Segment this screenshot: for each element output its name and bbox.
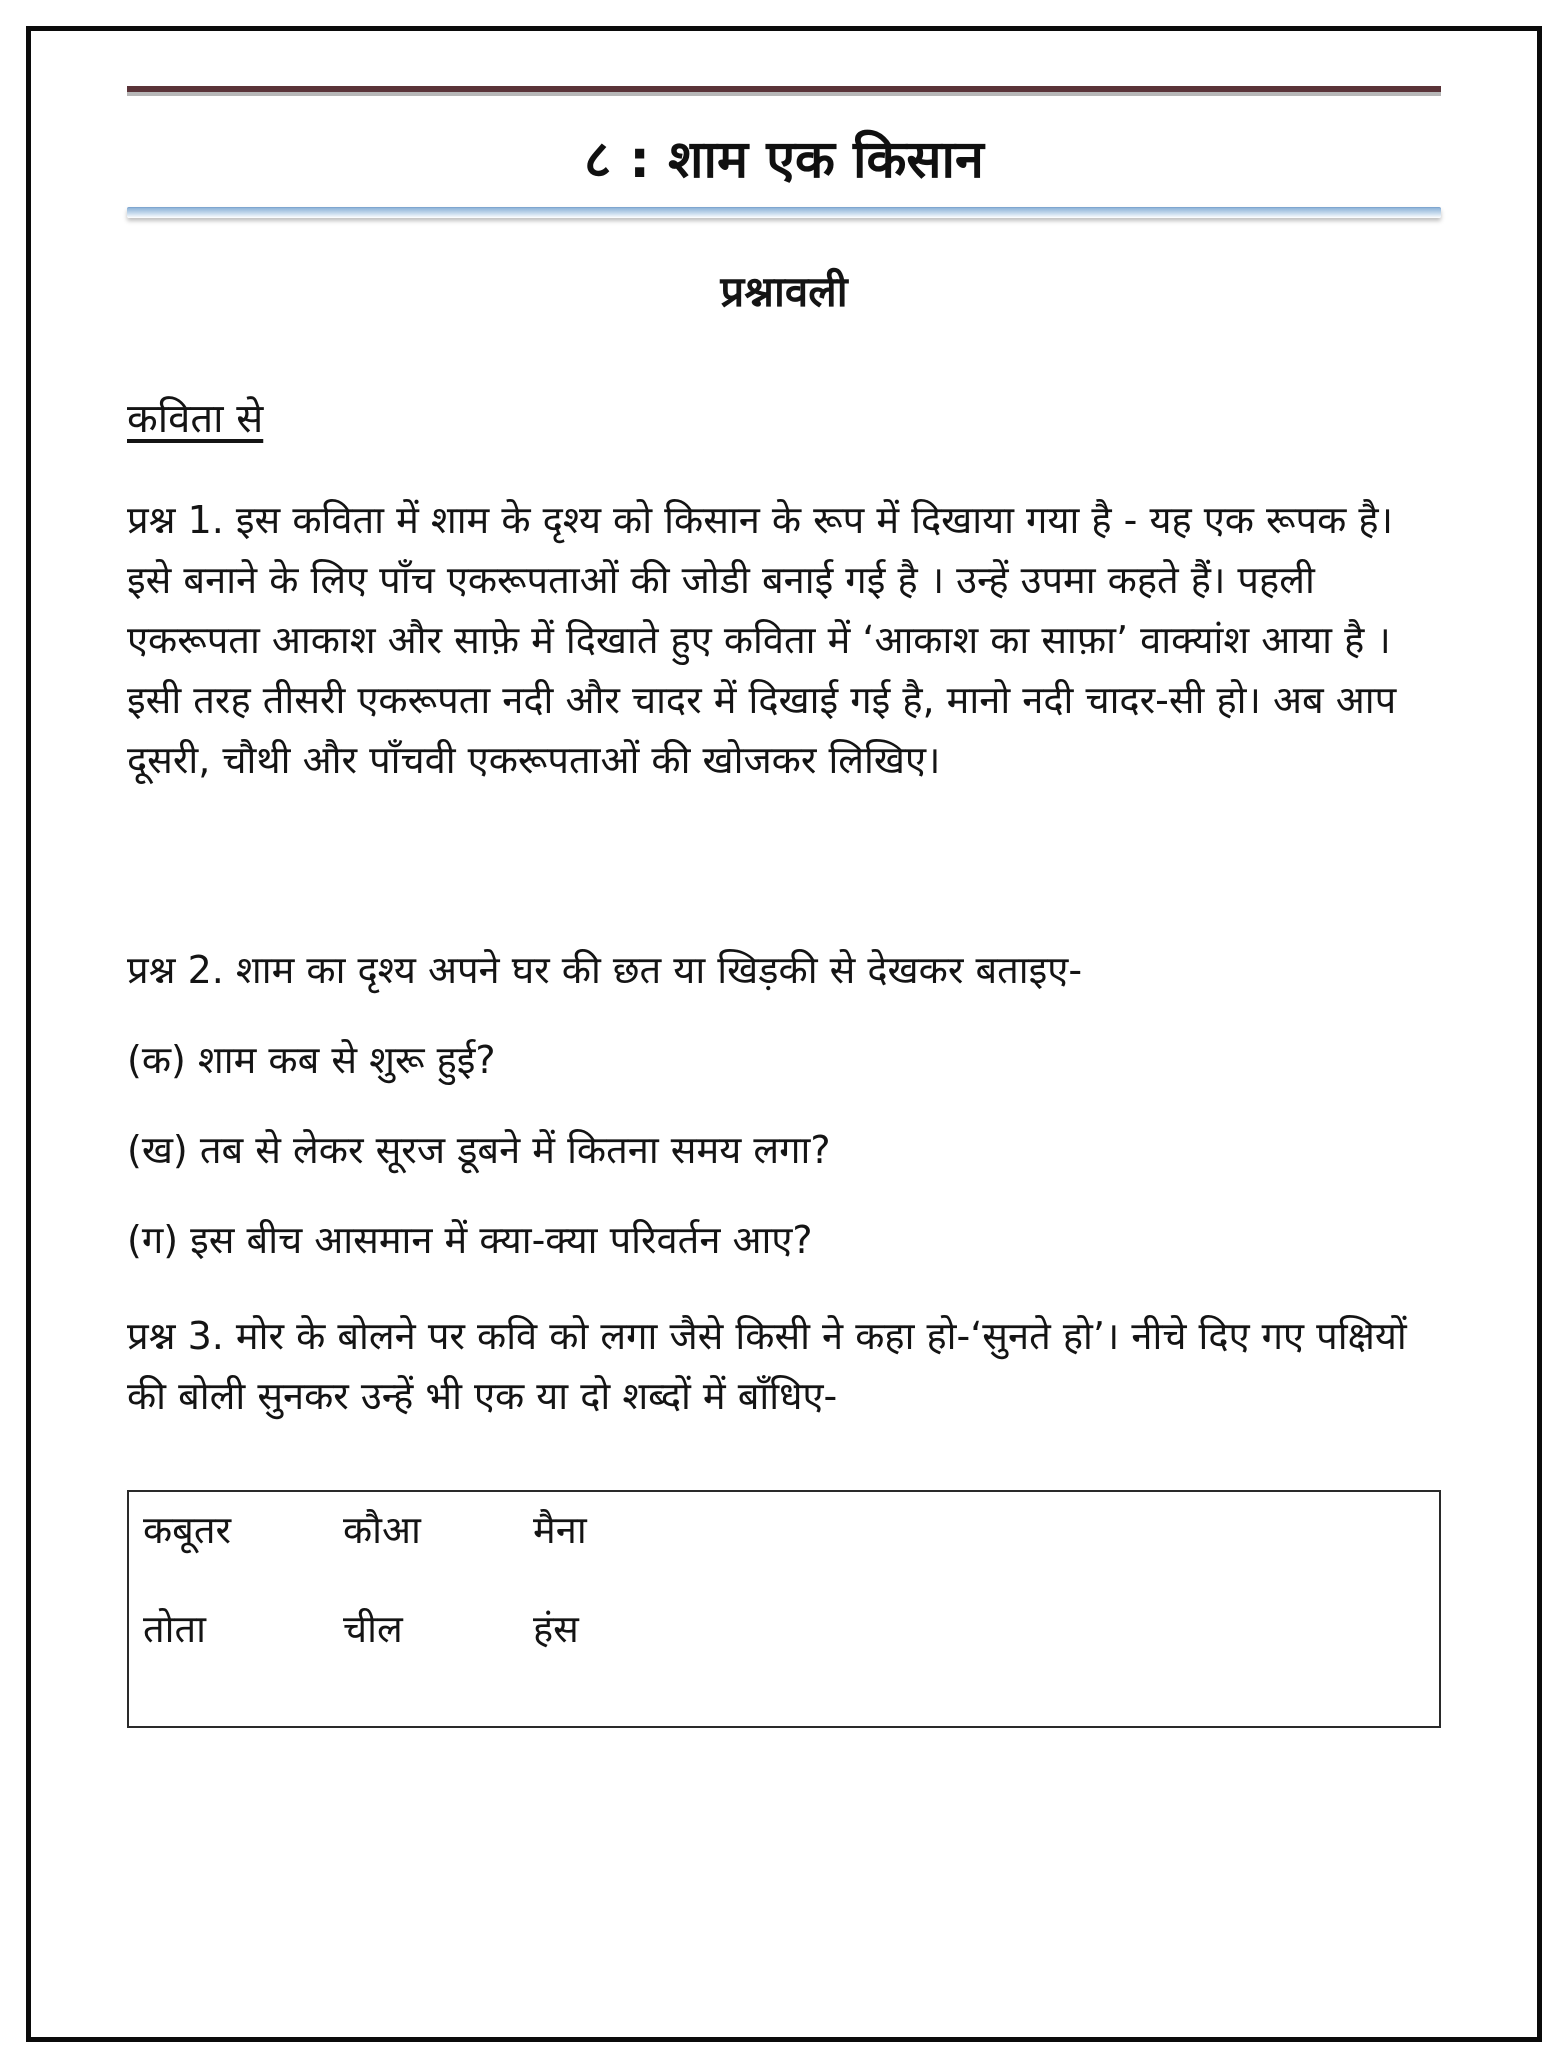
question-2-text: प्रश्न 2. शाम का दृश्य अपने घर की छत या खिड़की से देखकर बताइए- <box>127 948 1083 993</box>
question-2-part-kha: (ख) तब से लेकर सूरज डूबने में कितना समय लगा? <box>127 1128 831 1173</box>
bird-word-kite: चील <box>343 1607 403 1652</box>
bird-word-myna: मैना <box>533 1508 587 1553</box>
title-underline-bar <box>127 207 1441 218</box>
top-divider-rule <box>127 86 1441 92</box>
question-3-text: प्रश्न 3. मोर के बोलने पर कवि को लगा जैसे किसी ने कहा हो-‘सुनते हो’। नीचे दिए गए पक्षियों की बोली सुनकर उन्हें भी एक या दो शब्दों में बाँधिए- <box>127 1314 1407 1419</box>
bird-row-1 <box>143 1502 1425 1559</box>
page-subtitle: प्रश्नावली <box>720 267 848 316</box>
bird-word-parrot: तोता <box>143 1607 207 1652</box>
bird-word-pigeon: कबूतर <box>143 1508 232 1553</box>
question-2-part-ka: (क) शाम कब से शुरू हुई? <box>127 1038 496 1083</box>
bird-row-2 <box>143 1601 1425 1658</box>
question-2-part-ga: (ग) इस बीच आसमान में क्या-क्या परिवर्तन आए? <box>127 1218 813 1263</box>
bird-word-crow: कौआ <box>343 1508 421 1553</box>
chapter-title: ८ : शाम एक किसान <box>584 130 984 190</box>
question-1-text: प्रश्न 1. इस कविता में शाम के दृश्य को किसान के रूप में दिखाया गया है - यह एक रूपक है। इसे बनाने के लिए पाँच एकरूपताओं की जोडी बनाई गई है । उन्हें उपमा कहते हैं। पहली एकरूपता आकाश और साफ़े में दिखाते हुए कविता में ‘आकाश का साफ़ा’ वाक्यांश आया है । इसी तरह तीसरी एकरूपता नदी और चादर में दिखाई गई है, मानो नदी चादर-सी हो। अब आप दूसरी, चौथी और पाँचवी एकरूपताओं की खोजकर लिखिए। <box>127 498 1397 783</box>
page-border-frame <box>26 26 1542 2042</box>
bird-words-box <box>127 1490 1441 1728</box>
section-heading: कविता से <box>127 396 264 442</box>
bird-word-swan: हंस <box>533 1607 579 1652</box>
